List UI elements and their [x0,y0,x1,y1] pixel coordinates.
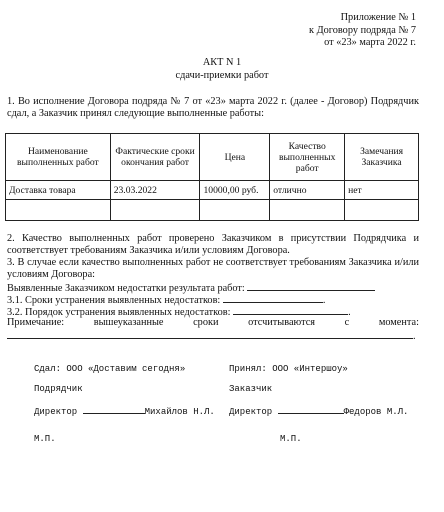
item-3-2-label: 3.2. Порядок устранения выявленных недостатков: [7,307,231,318]
item-3-2-blank [233,305,348,315]
table-cell: Доставка товара [6,181,111,200]
contractor-director-line [34,404,215,417]
defects-label: Выявленные Заказчиком недостатки результата работ: [7,283,245,294]
table-cell: отлично [270,181,345,200]
note-word: с [344,317,350,328]
annex-line-1: Приложение № 1 [340,12,416,23]
contractor-handed: Сдал: ООО «Доставим сегодня» [34,364,186,374]
customer-director-line [229,404,408,417]
contractor-stamp: М.П. [34,434,56,444]
table-cell: нет [345,181,419,200]
annex-line-3: от «23» марта 2022 г. [324,37,416,48]
director-label: Директор [229,407,273,417]
section-3-text: 3. В случае если качество выполненных работ не соответствует требованиям Заказчика и/или условиям Договора: [7,257,419,280]
annex-reference [309,12,416,50]
table-header-cell: Качество выполненных работ [270,134,345,181]
table-cell: 23.03.2022 [110,181,200,200]
note-blank [7,329,413,339]
act-subtitle: сдачи-приемки работ [175,70,269,81]
item-3-1-blank [223,293,323,303]
customer-signature-blank [278,404,344,414]
note-word: Примечание: [7,317,65,328]
table-cell [6,200,111,221]
table-row [6,181,419,200]
table-header-cell: Фактические сроки окончания работ [110,134,200,181]
works-table [5,133,419,221]
customer-director-name: Федоров М.Л. [343,407,409,417]
contractor-role: Подрядчик [34,384,83,394]
customer-accepted: Принял: ООО «Интершоу» [229,364,348,374]
section-2-text: 2. Качество выполненных работ проверено Заказчиком в присутствии Подрядчика и соответствует требованиям Заказчика и/или условиям Договора. [7,233,419,256]
customer-role: Заказчик [229,384,273,394]
annex-line-2: к Договору подряда № 7 [309,24,416,36]
table-header-row [6,134,419,181]
table-cell: 10000,00 руб. [200,181,270,200]
contractor-director-name: Михайлов Н.Л. [144,407,215,417]
table-header-cell: Замечания Заказчика [345,134,419,181]
note-blank-line: . [7,329,419,343]
defects-blank [247,281,375,291]
table-header-cell: Наименование выполненных работ [6,134,111,181]
table-row [6,200,419,221]
item-3-2-line: 3.2. Порядок устранения выявленных недостатков: . [7,307,351,318]
note-word: вышеуказанные [93,317,164,328]
customer-stamp: М.П. [280,434,302,444]
contractor-signature-blank [83,404,145,414]
table-header-cell: Цена [200,134,270,181]
item-3-1-label: 3.1. Сроки устранения выявленных недостатков: [7,295,221,306]
note-word: отсчитываются [248,317,316,328]
director-label: Директор [34,407,78,417]
note-word: сроки [193,317,219,328]
table-cell [345,200,419,221]
table-cell [200,200,270,221]
section-1-text: 1. Во исполнение Договора подряда № 7 от «23» марта 2022 г. (далее - Договор) Подрядчик сдал, а Заказчик принял следующие выполненные работы: [7,96,419,119]
item-3-1-line: 3.1. Сроки устранения выявленных недостатков: . [7,295,326,306]
act-title: АКТ N 1 [202,57,242,68]
table-cell [110,200,200,221]
note-word: момента: [378,317,419,328]
table-cell [270,200,345,221]
note-line [7,317,419,329]
